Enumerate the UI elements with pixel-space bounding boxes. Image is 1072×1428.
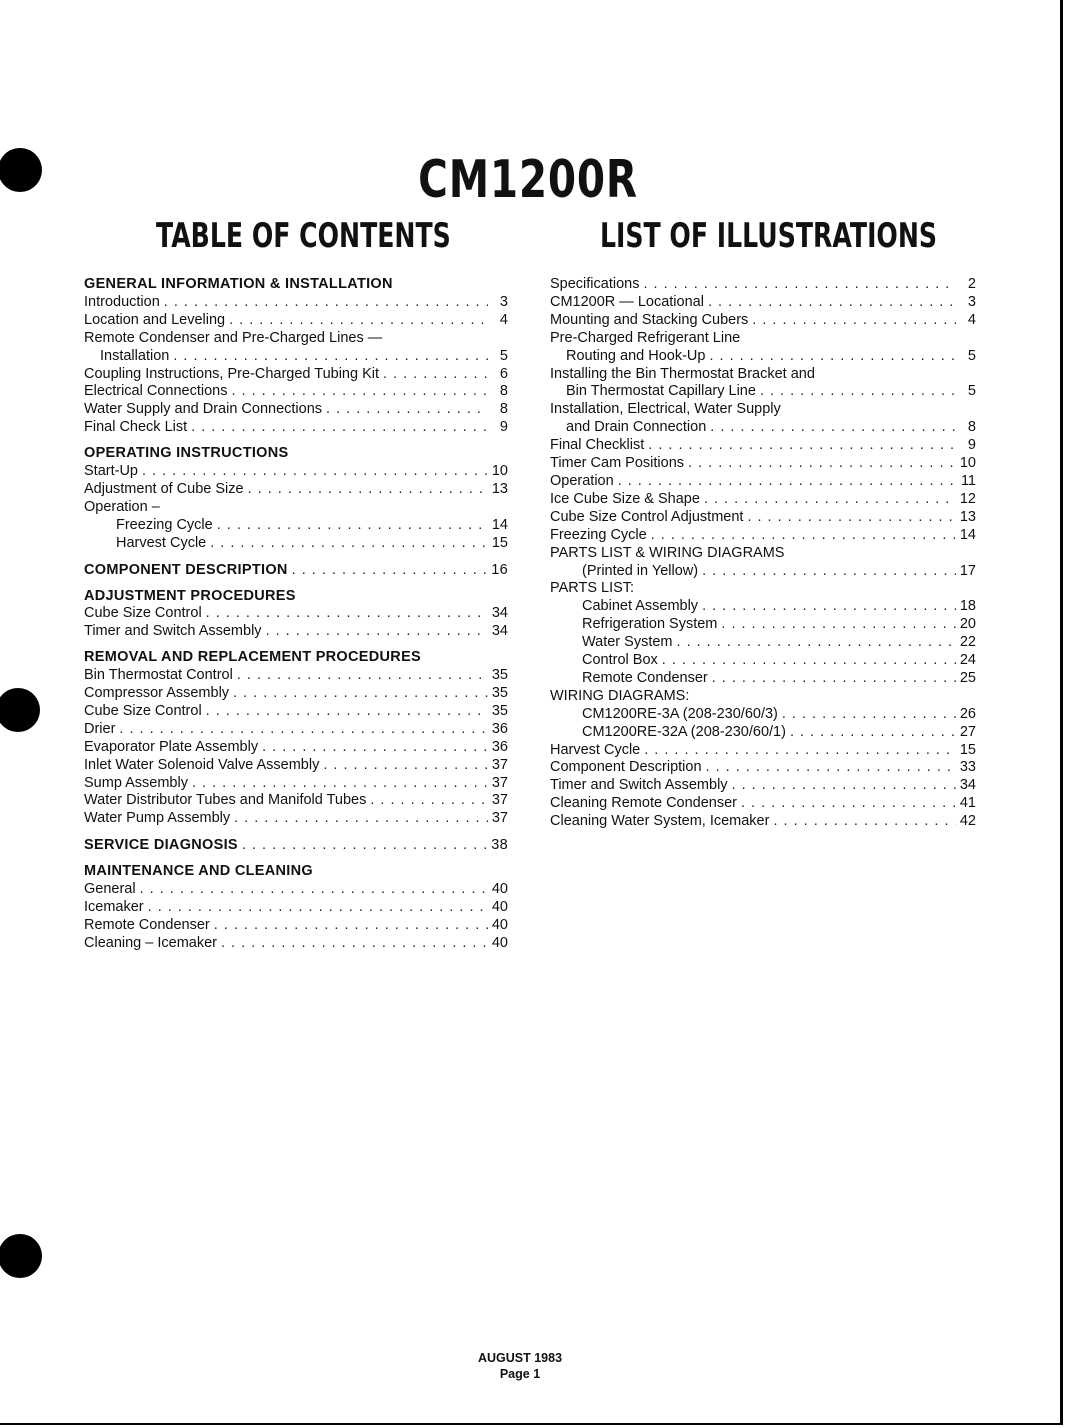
toc-section-title: ADJUSTMENT PROCEDURES — [84, 587, 296, 604]
toc-entry-label: Freezing Cycle — [116, 516, 213, 533]
loi-entry[interactable] — [550, 366, 976, 384]
footer-page-number: Page 1 — [499, 1367, 541, 1381]
loi-entry-label: (Printed in Yellow) — [582, 562, 699, 579]
loi-entry[interactable] — [550, 527, 976, 545]
leader-dots — [709, 348, 956, 366]
leader-dots — [164, 294, 488, 312]
loi-entry[interactable] — [550, 616, 976, 634]
leader-dots — [210, 535, 488, 553]
toc-entry-page: 10 — [491, 463, 508, 480]
leader-dots — [760, 383, 956, 401]
loi-entry-label: Cabinet Assembly — [582, 598, 699, 615]
loi-entry-label: Mounting and Stacking Cubers — [550, 311, 749, 328]
loi-entry-page: 5 — [967, 347, 976, 364]
toc-entry-page: 8 — [499, 401, 508, 418]
loi-entry[interactable] — [550, 545, 976, 563]
toc-entry[interactable] — [84, 366, 508, 384]
toc-entry-label: Installation — [100, 347, 170, 364]
toc-entry-page: 40 — [491, 881, 508, 898]
toc-entry-label: Water Distributor Tubes and Manifold Tubes — [84, 792, 367, 809]
loi-entry-label: Harvest Cycle — [550, 741, 641, 758]
leader-dots — [741, 795, 956, 813]
leader-dots — [234, 810, 488, 828]
loi-entry[interactable] — [550, 670, 976, 688]
toc-section-title: SERVICE DIAGNOSIS — [84, 837, 238, 854]
toc-entry[interactable] — [84, 721, 508, 739]
loi-heading: LIST OF ILLUSTRATIONS — [600, 216, 938, 256]
loi-entry-page: 13 — [959, 508, 976, 525]
toc-entry[interactable] — [84, 562, 508, 580]
loi-entry-label: and Drain Connection — [566, 419, 707, 436]
toc-entry-page: 14 — [491, 516, 508, 533]
toc-entry[interactable] — [84, 383, 508, 401]
loi-entry[interactable] — [550, 419, 976, 437]
loi-entry-page: 22 — [959, 634, 976, 651]
toc-entry-page: 16 — [491, 561, 508, 578]
loi-entry-page: 2 — [967, 276, 976, 292]
loi-entry-label: Cleaning Water System, Icemaker — [550, 813, 770, 830]
loi-entry-label: Specifications — [550, 276, 640, 292]
loi-entry-page: 25 — [959, 669, 976, 686]
loi-entry-label: Routing and Hook-Up — [566, 347, 706, 364]
toc-entry-page: 35 — [491, 667, 508, 684]
toc-entry-label: Adjustment of Cube Size — [84, 480, 244, 497]
loi-entry-label: CM1200RE-3A (208-230/60/3) — [582, 705, 778, 722]
loi-entry[interactable] — [550, 294, 976, 312]
leader-dots — [192, 775, 488, 793]
leader-dots — [292, 562, 488, 580]
loi-entry-page: 15 — [959, 741, 976, 758]
loi-entry-page: 24 — [959, 652, 976, 669]
toc-entry[interactable] — [84, 312, 508, 330]
loi-entry-label: CM1200R — Locational — [550, 293, 704, 310]
footer-date: AUGUST 1983 — [477, 1351, 563, 1365]
leader-dots — [648, 437, 956, 455]
loi-entry-page: 20 — [959, 616, 976, 633]
loi-entry[interactable] — [550, 652, 976, 670]
loi-entry[interactable] — [550, 348, 976, 366]
toc-entry-label: Compressor Assembly — [84, 685, 230, 702]
punch-hole — [0, 1234, 42, 1278]
loi-entry[interactable] — [550, 580, 976, 598]
leader-dots — [702, 563, 956, 581]
loi-entry[interactable] — [550, 563, 976, 581]
toc-entry[interactable] — [84, 667, 508, 685]
toc-entry-label: Inlet Water Solenoid Valve Assembly — [84, 756, 320, 773]
toc-entry-page: 38 — [491, 837, 508, 854]
leader-dots — [214, 917, 488, 935]
toc-entry[interactable] — [84, 330, 508, 348]
leader-dots — [721, 616, 955, 634]
loi-entry[interactable] — [550, 724, 976, 742]
leader-dots — [712, 670, 956, 688]
toc-section-title: OPERATING INSTRUCTIONS — [84, 445, 289, 462]
loi-entry-page: 41 — [959, 795, 976, 812]
loi-entry-label: Installing the Bin Thermostat Bracket and — [550, 365, 815, 382]
toc-entry-label: Cube Size Control — [84, 702, 202, 719]
toc-entry-label: Harvest Cycle — [116, 534, 207, 551]
leader-dots — [370, 792, 488, 810]
leader-dots — [702, 598, 956, 616]
toc-entry-label: Final Check List — [84, 419, 188, 436]
toc-entry[interactable] — [84, 881, 508, 899]
toc-entry[interactable] — [84, 703, 508, 721]
loi-entry-page: 42 — [959, 813, 976, 830]
toc-entry[interactable] — [84, 757, 508, 775]
leader-dots — [651, 527, 956, 545]
loi-entry-label: Installation, Electrical, Water Supply — [550, 401, 781, 418]
loi-entry[interactable] — [550, 455, 976, 473]
toc-entry-page: 35 — [491, 702, 508, 719]
leader-dots — [643, 276, 956, 294]
leader-dots — [248, 481, 488, 499]
loi-entry-label: Component Description — [550, 759, 702, 776]
toc-heading: TABLE OF CONTENTS — [156, 216, 451, 256]
loi-entry[interactable] — [550, 383, 976, 401]
toc-entry-page: 6 — [499, 365, 508, 382]
toc-entry-label: Evaporator Plate Assembly — [84, 738, 259, 755]
loi-entry[interactable] — [550, 330, 976, 348]
page-footer — [440, 1350, 600, 1382]
loi-entry-page: 12 — [959, 490, 976, 507]
toc-entry-label: Cleaning – Icemaker — [84, 934, 217, 951]
loi-entry-page: 5 — [967, 383, 976, 400]
loi-entry-page: 34 — [959, 777, 976, 794]
toc-entry[interactable] — [84, 499, 508, 517]
leader-dots — [229, 312, 488, 330]
toc-entry-page: 13 — [491, 480, 508, 497]
loi-entry-page: 11 — [960, 472, 976, 489]
toc-entry-page: 5 — [499, 347, 508, 364]
loi-entry-label: Control Box — [582, 652, 658, 669]
loi-entry[interactable] — [550, 437, 976, 455]
leader-dots — [782, 706, 956, 724]
leader-dots — [217, 517, 488, 535]
toc-entry[interactable] — [84, 623, 508, 641]
toc-entry-page: 8 — [499, 383, 508, 400]
loi-entry[interactable] — [550, 473, 976, 491]
toc-entry-page: 37 — [491, 774, 508, 791]
toc-entry[interactable] — [84, 685, 508, 703]
loi-entry[interactable] — [550, 276, 976, 294]
leader-dots — [242, 837, 487, 855]
toc-entry[interactable] — [84, 917, 508, 935]
toc-entry-label: Location and Leveling — [84, 311, 226, 328]
toc-entry-label: Operation – — [84, 498, 160, 515]
leader-dots — [266, 623, 488, 641]
toc-entry-label: Cube Size Control — [84, 605, 202, 622]
toc-entry[interactable] — [84, 535, 508, 553]
leader-dots — [732, 777, 956, 795]
toc-entry-label: Remote Condenser and Pre-Charged Lines — — [84, 329, 383, 346]
leader-dots — [140, 881, 488, 899]
loi-entry-page: 26 — [959, 705, 976, 722]
loi-entry[interactable] — [550, 688, 976, 706]
leader-dots — [148, 899, 488, 917]
toc-entry[interactable] — [84, 463, 508, 481]
toc-section-title: MAINTENANCE AND CLEANING — [84, 863, 313, 880]
toc-entry-label: Timer and Switch Assembly — [84, 623, 262, 640]
toc-entry[interactable] — [84, 605, 508, 623]
list-of-illustrations — [550, 276, 976, 831]
leader-dots — [262, 739, 488, 757]
loi-entry-label: Operation — [550, 472, 614, 489]
toc-entry[interactable] — [84, 481, 508, 499]
loi-entry[interactable] — [550, 813, 976, 831]
toc-entry-label: Introduction — [84, 293, 160, 310]
toc-entry-page: 3 — [499, 293, 508, 310]
toc-entry-page: 37 — [491, 792, 508, 809]
loi-entry-page: 9 — [967, 437, 976, 454]
leader-dots — [191, 419, 488, 437]
loi-entry-label: Cube Size Control Adjustment — [550, 508, 744, 525]
loi-entry-label: Ice Cube Size & Shape — [550, 490, 700, 507]
toc-entry-label: Start-Up — [84, 463, 138, 480]
loi-entry-label: PARTS LIST: — [550, 580, 635, 597]
toc-entry-page: 40 — [491, 916, 508, 933]
leader-dots — [688, 455, 956, 473]
loi-entry[interactable] — [550, 598, 976, 616]
leader-dots — [618, 473, 956, 491]
loi-entry[interactable] — [550, 777, 976, 795]
leader-dots — [383, 366, 488, 384]
leader-dots — [206, 605, 488, 623]
loi-entry-label: Pre-Charged Refrigerant Line — [550, 329, 741, 346]
toc-entry-label: Drier — [84, 720, 116, 737]
leader-dots — [119, 721, 487, 739]
loi-entry-page: 33 — [959, 759, 976, 776]
toc-entry-label: Water Supply and Drain Connections — [84, 401, 323, 418]
toc-entry-label: Sump Assembly — [84, 774, 188, 791]
loi-entry-page: 27 — [959, 723, 976, 740]
toc-section-title: GENERAL INFORMATION & INSTALLATION — [84, 276, 393, 292]
toc-entry[interactable] — [84, 517, 508, 535]
leader-dots — [706, 759, 956, 777]
toc-entry-label: Water Pump Assembly — [84, 810, 231, 827]
toc-entry-page: 40 — [491, 899, 508, 915]
loi-entry-page: 3 — [967, 293, 976, 310]
leader-dots — [323, 757, 488, 775]
loi-entry-label: Timer Cam Positions — [550, 455, 685, 472]
loi-entry-page: 8 — [967, 419, 976, 436]
loi-entry-page: 18 — [959, 598, 976, 615]
leader-dots — [773, 813, 955, 831]
toc-entry[interactable] — [84, 739, 508, 757]
loi-entry-label: PARTS LIST & WIRING DIAGRAMS — [550, 544, 785, 561]
toc-entry[interactable] — [84, 294, 508, 312]
loi-entry-page: 4 — [967, 311, 976, 328]
model-title: CM1200R — [418, 150, 638, 210]
loi-entry[interactable] — [550, 706, 976, 724]
toc-entry-page: 37 — [491, 810, 508, 827]
toc-entry-label: Coupling Instructions, Pre-Charged Tubing Kit — [84, 365, 379, 382]
leader-dots — [790, 724, 956, 742]
toc-entry[interactable] — [84, 348, 508, 366]
toc-entry-page: 35 — [491, 685, 508, 702]
toc-entry-label: Electrical Connections — [84, 383, 228, 400]
loi-entry[interactable] — [550, 312, 976, 330]
leader-dots — [231, 383, 488, 401]
leader-dots — [662, 652, 956, 670]
toc-entry[interactable] — [84, 401, 508, 419]
toc-entry[interactable] — [84, 792, 508, 810]
toc-entry-page: 15 — [491, 534, 508, 551]
leader-dots — [704, 491, 956, 509]
loi-entry[interactable] — [550, 634, 976, 652]
toc-entry-page: 34 — [491, 623, 508, 640]
toc-entry[interactable] — [84, 775, 508, 793]
toc-entry-page: 4 — [499, 311, 508, 328]
loi-entry-label: CM1200RE-32A (208-230/60/1) — [582, 723, 786, 740]
toc-entry[interactable] — [84, 419, 508, 437]
leader-dots — [708, 294, 956, 312]
toc-entry[interactable] — [84, 935, 508, 953]
toc-entry-page: 40 — [491, 934, 508, 951]
toc-entry-page: 34 — [491, 605, 508, 622]
loi-entry[interactable] — [550, 742, 976, 760]
loi-entry-label: Water System — [582, 634, 673, 651]
loi-entry[interactable] — [550, 795, 976, 813]
loi-entry[interactable] — [550, 509, 976, 527]
leader-dots — [237, 667, 488, 685]
leader-dots — [221, 935, 488, 953]
loi-entry-label: Remote Condenser — [582, 669, 708, 686]
toc-entry-label: Bin Thermostat Control — [84, 667, 233, 684]
leader-dots — [752, 312, 956, 330]
table-of-contents — [84, 276, 508, 953]
toc-entry-label: Icemaker — [84, 899, 144, 915]
loi-entry-page: 14 — [959, 526, 976, 543]
leader-dots — [644, 742, 956, 760]
toc-section-title: COMPONENT DESCRIPTION — [84, 561, 288, 578]
loi-entry-label: Final Checklist — [550, 437, 645, 454]
loi-entry-label: Freezing Cycle — [550, 526, 647, 543]
leader-dots — [326, 401, 488, 419]
toc-entry[interactable] — [84, 837, 508, 855]
toc-entry-label: General — [84, 881, 136, 898]
loi-entry-page: 10 — [959, 455, 976, 472]
toc-entry-page: 37 — [491, 756, 508, 773]
toc-entry[interactable] — [84, 810, 508, 828]
loi-entry-label: WIRING DIAGRAMS: — [550, 687, 690, 704]
loi-entry[interactable] — [550, 491, 976, 509]
loi-entry-label: Cleaning Remote Condenser — [550, 795, 737, 812]
leader-dots — [747, 509, 955, 527]
toc-section-title: REMOVAL AND REPLACEMENT PROCEDURES — [84, 649, 422, 666]
punch-hole — [0, 148, 42, 192]
toc-entry-page: 36 — [491, 738, 508, 755]
leader-dots — [710, 419, 956, 437]
loi-entry-label: Refrigeration System — [582, 616, 718, 633]
loi-entry-label: Timer and Switch Assembly — [550, 777, 728, 794]
leader-dots — [677, 634, 956, 652]
toc-entry[interactable] — [84, 899, 508, 917]
leader-dots — [173, 348, 488, 366]
loi-entry-label: Bin Thermostat Capillary Line — [566, 383, 756, 400]
loi-entry-page: 17 — [959, 562, 976, 579]
leader-dots — [142, 463, 488, 481]
leader-dots — [206, 703, 488, 721]
toc-entry-page: 9 — [499, 419, 508, 436]
toc-entry-label: Remote Condenser — [84, 916, 210, 933]
loi-entry[interactable] — [550, 401, 976, 419]
leader-dots — [233, 685, 488, 703]
toc-entry-page: 36 — [491, 720, 508, 737]
loi-entry[interactable] — [550, 759, 976, 777]
